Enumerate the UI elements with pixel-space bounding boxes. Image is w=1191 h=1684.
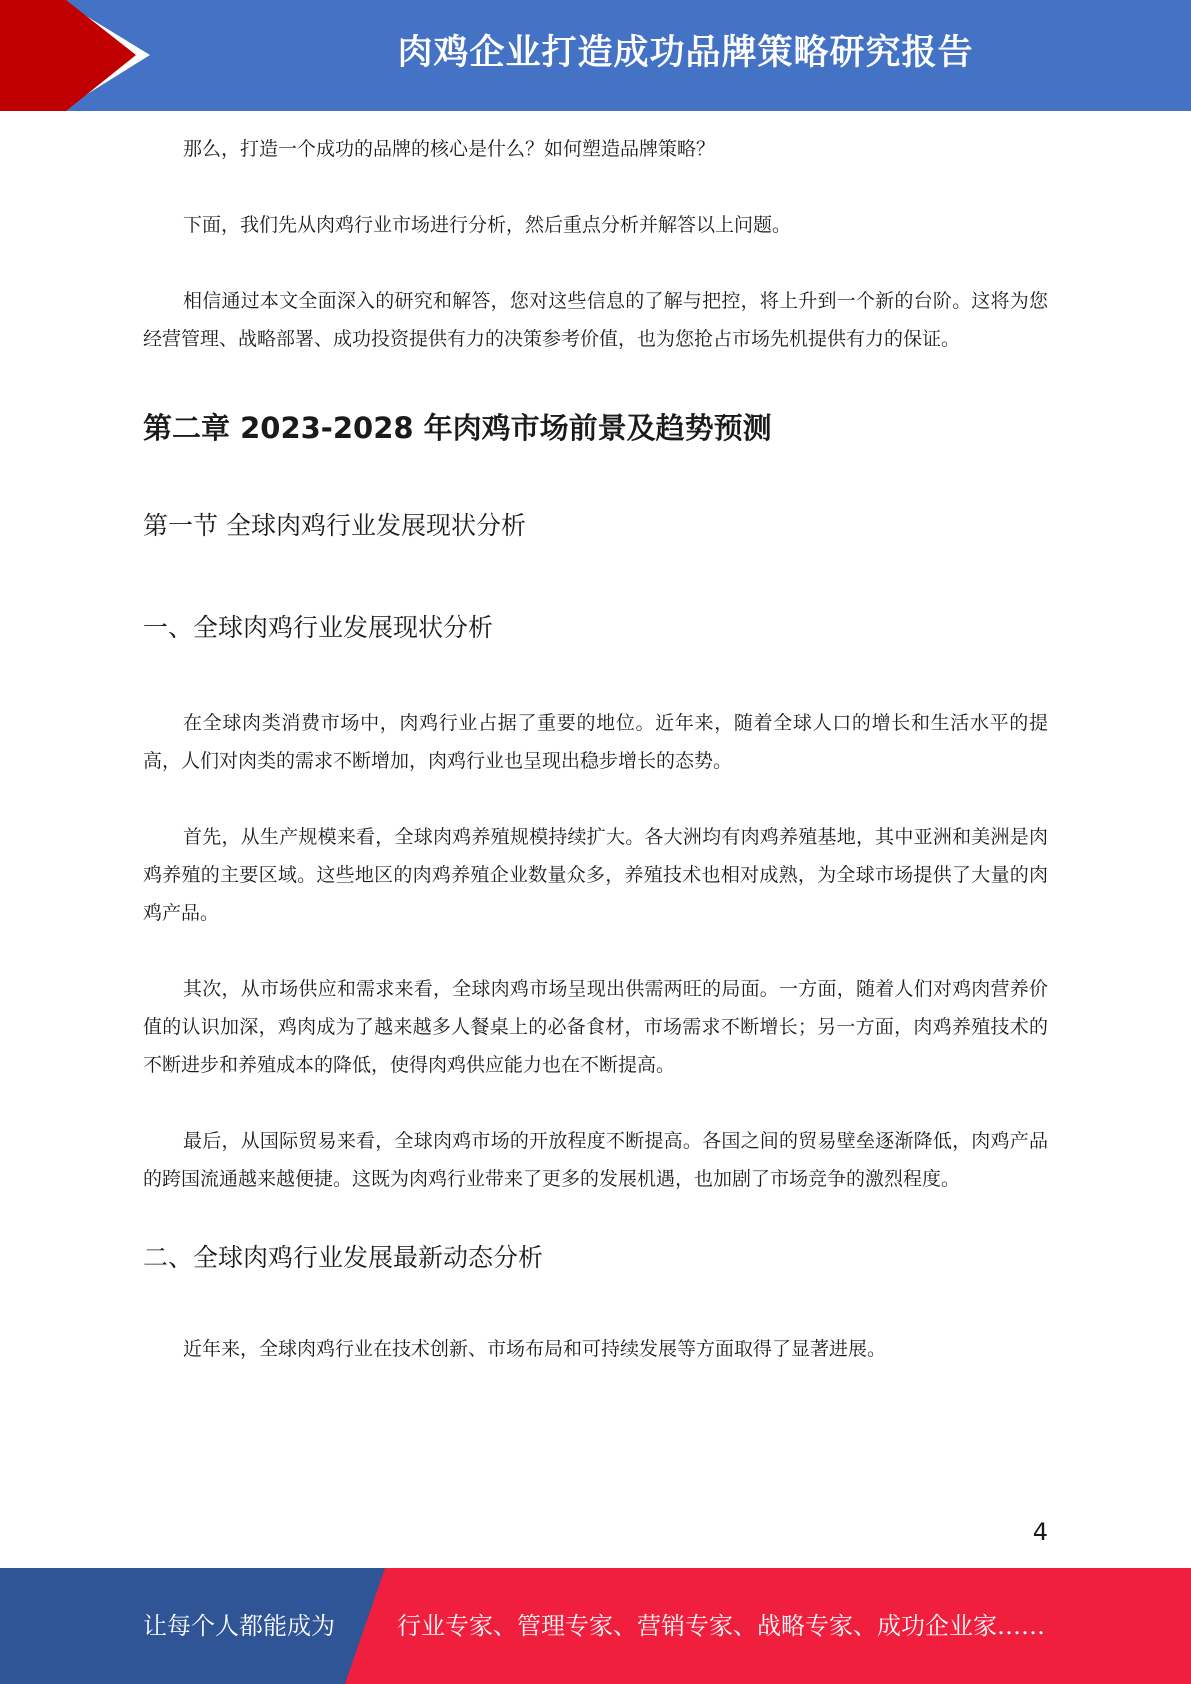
subsection-1-paragraph-4: 最后，从国际贸易来看，全球肉鸡市场的开放程度不断提高。各国之间的贸易壁垒逐渐降低，肉鸡产品的跨国流通越来越便捷。这既为肉鸡行业带来了更多的发展机遇，也加剧了市场竞争的激烈程度。 (143, 1130, 1048, 1190)
footer-slogan-left: 让每个人都能成为 (143, 1612, 335, 1640)
subsection-1-paragraph-1: 在全球肉类消费市场中，肉鸡行业占据了重要的地位。近年来，随着全球人口的增长和生活水平的提高，人们对肉类的需求不断增加，肉鸡行业也呈现出稳步增长的态势。 (143, 712, 1048, 772)
subsection-1-title: 一、全球肉鸡行业发展现状分析 (143, 613, 494, 642)
page-header (0, 0, 1191, 111)
intro-paragraph-3: 相信通过本文全面深入的研究和解答，您对这些信息的了解与把控，将上升到一个新的台阶。这将为您经营管理、战略部署、成功投资提供有力的决策参考价值，也为您抢占市场先机提供有力的保证。 (143, 290, 1048, 350)
report-title: 肉鸡企业打造成功品牌策略研究报告 (397, 33, 974, 73)
page-number: 4 (1032, 1518, 1048, 1546)
subsection-2-paragraph-1: 近年来，全球肉鸡行业在技术创新、市场布局和可持续发展等方面取得了显著进展。 (183, 1338, 887, 1360)
section-title: 第一节 全球肉鸡行业发展现状分析 (143, 511, 526, 540)
intro-paragraph-2: 下面，我们先从肉鸡行业市场进行分析，然后重点分析并解答以上问题。 (183, 214, 792, 236)
intro-paragraph-1: 那么，打造一个成功的品牌的核心是什么？如何塑造品牌策略？ (183, 138, 716, 160)
page-footer (0, 1568, 1191, 1684)
subsection-1-paragraph-3: 其次，从市场供应和需求来看，全球肉鸡市场呈现出供需两旺的局面。一方面，随着人们对鸡肉营养价值的认识加深，鸡肉成为了越来越多人餐桌上的必备食材，市场需求不断增长；另一方面，肉鸡养殖技术的不断进步和养殖成本的降低，使得肉鸡供应能力也在不断提高。 (143, 978, 1048, 1076)
document-body (143, 130, 1048, 1368)
subsection-1-paragraph-2: 首先，从生产规模来看，全球肉鸡养殖规模持续扩大。各大洲均有肉鸡养殖基地，其中亚洲和美洲是肉鸡养殖的主要区域。这些地区的肉鸡养殖企业数量众多，养殖技术也相对成熟，为全球市场提供了大量的肉鸡产品。 (143, 826, 1048, 924)
footer-slogan-right: 行业专家、管理专家、营销专家、战略专家、成功企业家…… (397, 1612, 1045, 1640)
subsection-2-title: 二、全球肉鸡行业发展最新动态分析 (143, 1243, 544, 1272)
chapter-title: 第二章 2023-2028 年肉鸡市场前景及趋势预测 (143, 411, 772, 445)
header-chevron-arrow (0, 0, 140, 111)
